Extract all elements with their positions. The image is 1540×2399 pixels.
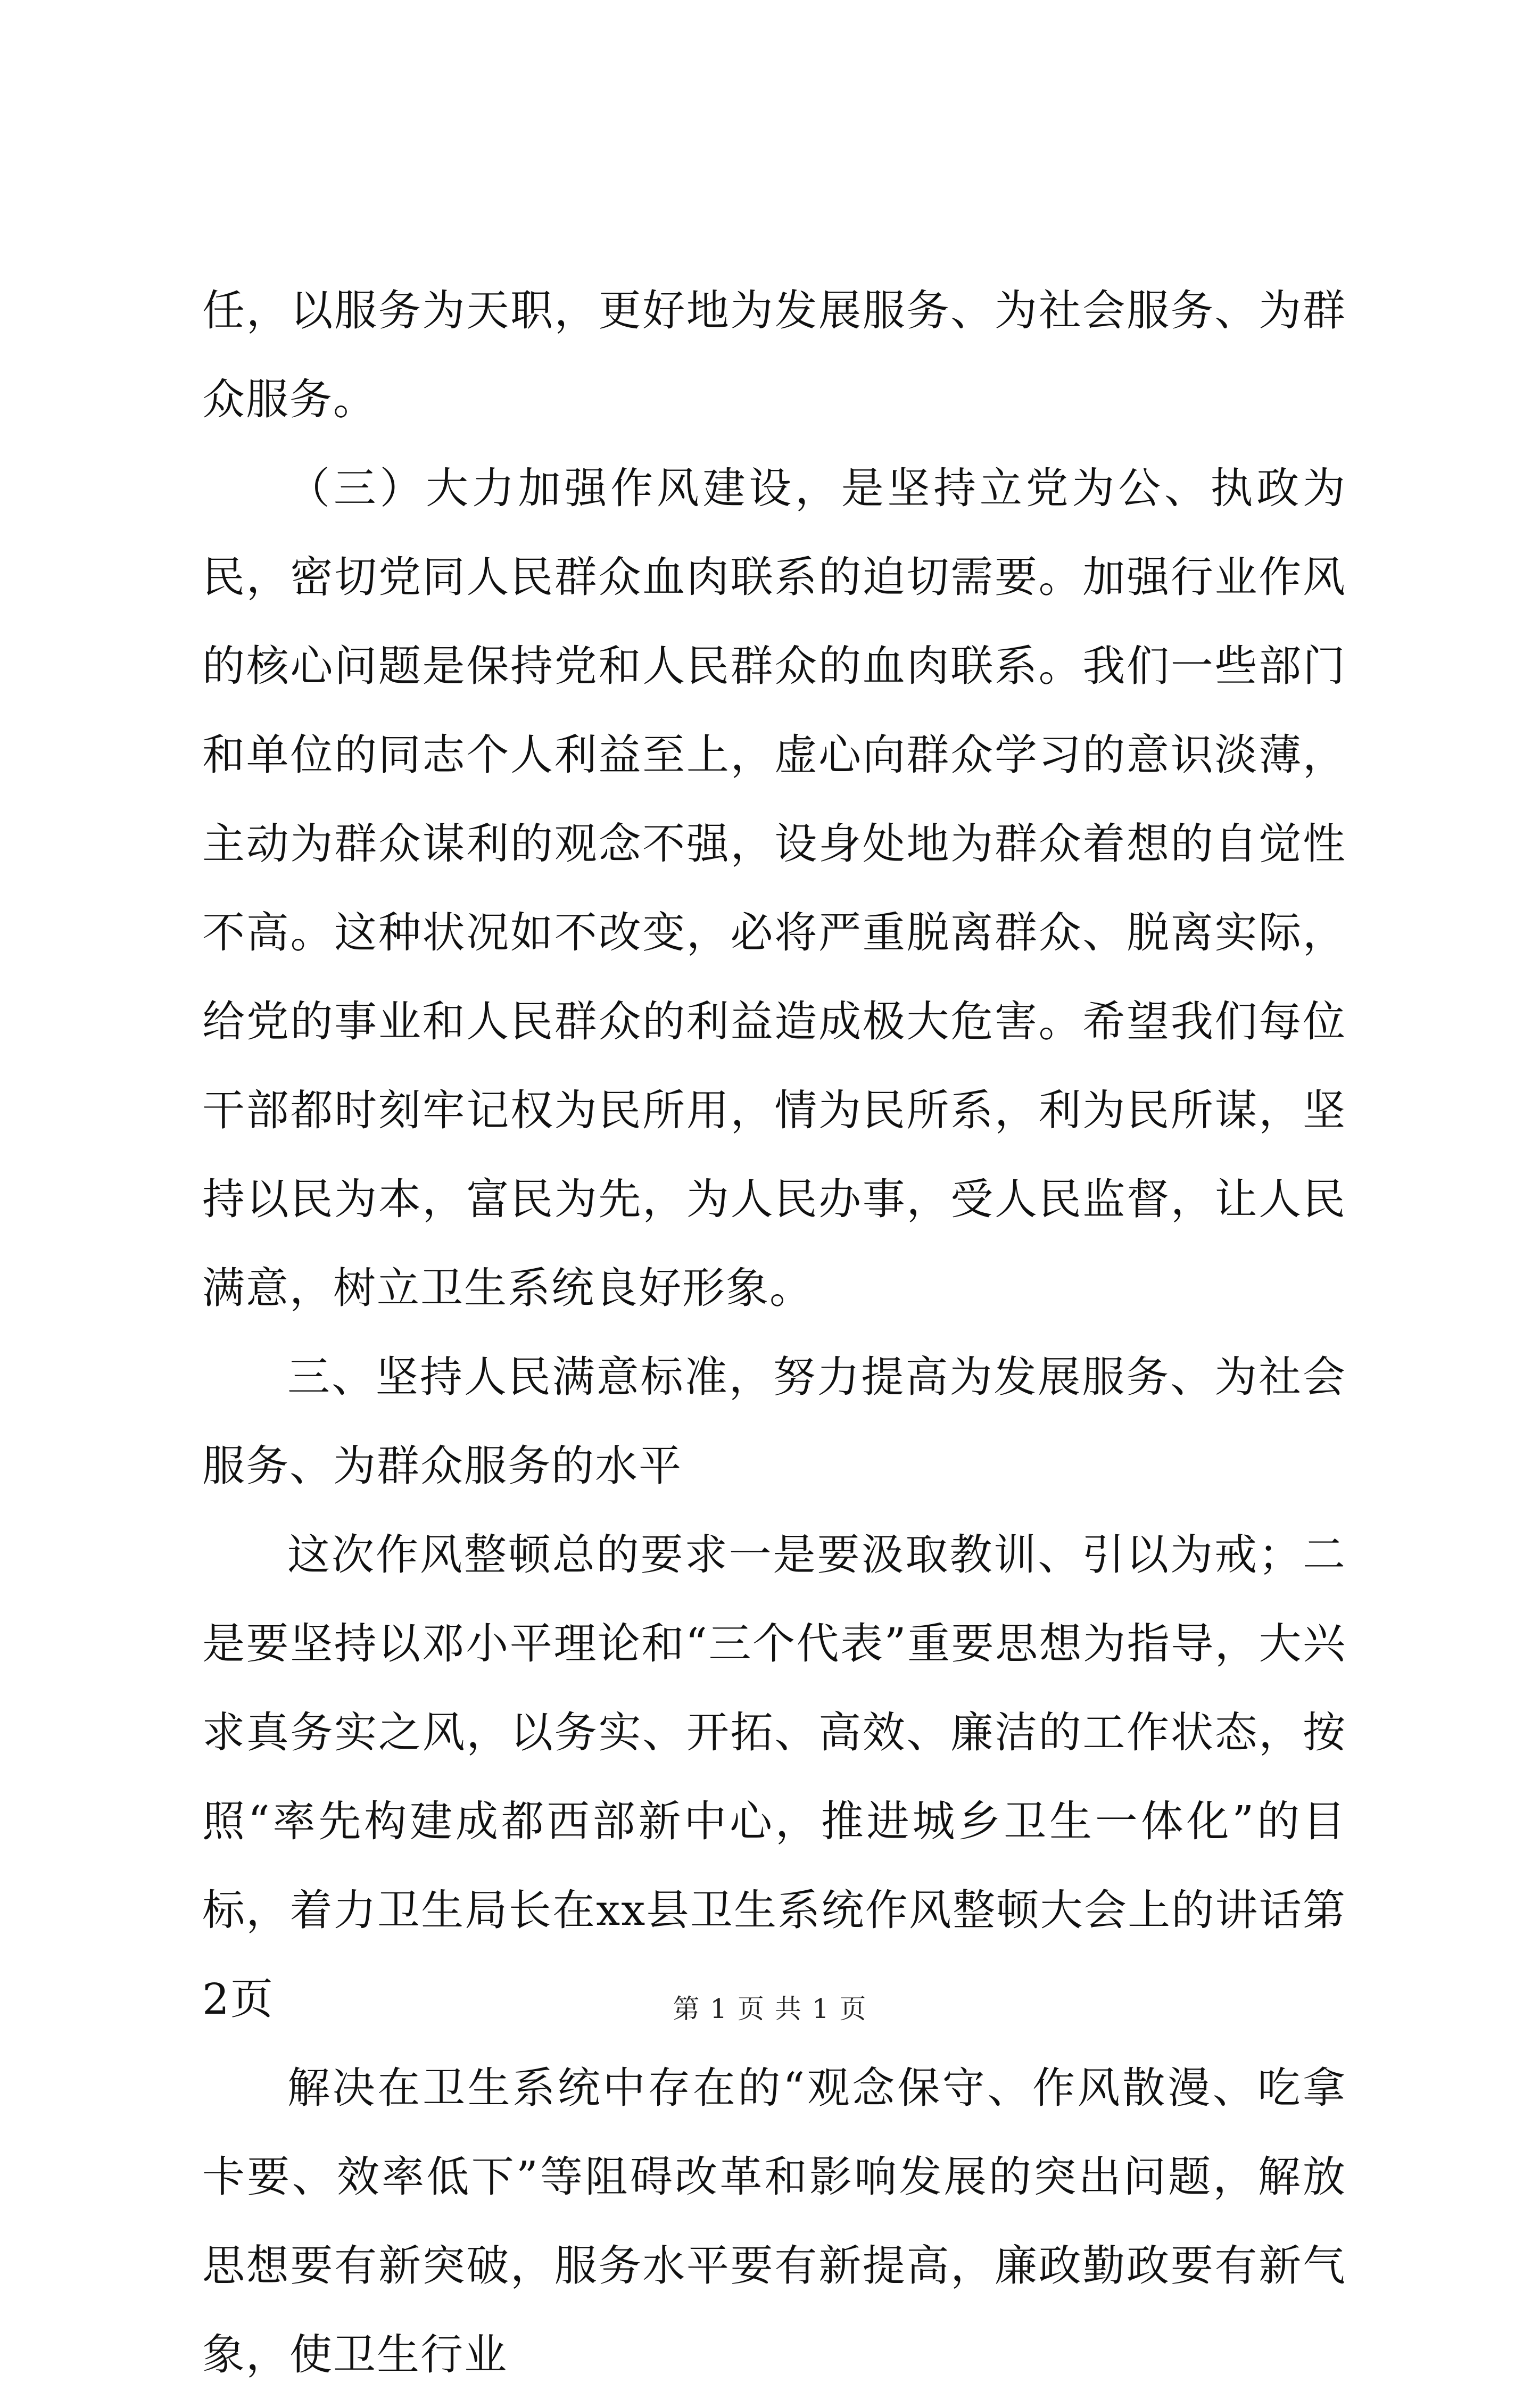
paragraph-requirements: 这次作风整顿总的要求一是要汲取教训、引以为戒；二是要坚持以邓小平理论和“三个代表”重要思想为指导，大兴求真务实之风，以务实、开拓、高效、廉洁的工作状态，按照“率先构建成都西部新中心，推进城乡卫生一体化”的目标，着力卫生局长在xx县卫生系统作风整顿大会上的讲话第2页 xyxy=(202,1530,1346,2024)
paragraph-continuation: 任，以服务为天职，更好地为发展服务、为社会服务、为群众服务。 xyxy=(202,286,1346,424)
page-footer: 第 1 页 共 1 页 xyxy=(673,1993,867,2024)
paragraph-section-three: （三）大力加强作风建设，是坚持立党为公、执政为民，密切党同人民群众血肉联系的迫切需要。加强行业作风的核心问题是保持党和人民群众的血肉联系。我们一些部门和单位的同志个人利益至上，虚心向群众学习的意识淡薄，主动为群众谋利的观念不强，设身处地为群众着想的自觉性不高。这种状况如不改变，必将严重脱离群众、脱离实际，给党的事业和人民群众的利益造成极大危害。希望我们每位干部都时刻牢记权为民所用，情为民所系，利为民所谋，坚持以民为本，富民为先，为人民办事，受人民监督，让人民满意，树立卫生系统良好形象。 xyxy=(202,464,1346,1313)
section-heading: 三、坚持人民满意标准，努力提高为发展服务、为社会服务、为群众服务的水平 xyxy=(202,1352,1346,1491)
document-body xyxy=(202,266,1346,2399)
paragraph-solutions: 解决在卫生系统中存在的“观念保守、作风散漫、吃拿卡要、效率低下”等阻碍改革和影响发展的突出问题，解放思想要有新突破，服务水平要有新提高，廉政勤政要有新气象，使卫生行业 xyxy=(202,2063,1346,2379)
